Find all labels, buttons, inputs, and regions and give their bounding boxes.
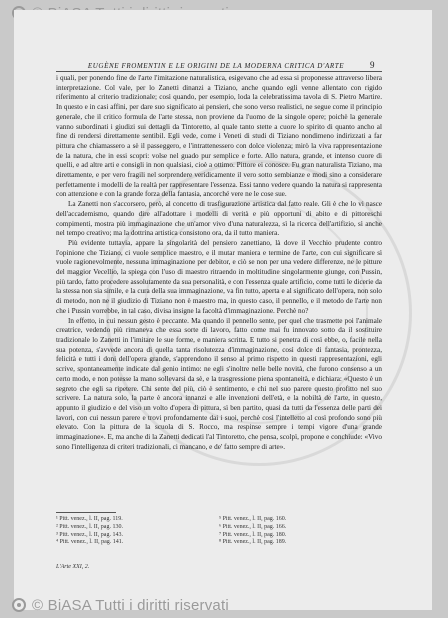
paragraph: i quali, per ponendo fine de l'arte l'imitazione naturalistica, esigevano che ad essa si proponesse attraverso libera interpretazione. Col vale, per lo Zanetti dinanzi a Tiziano, anche quando egli venne allentato con rigido riferimento al criterio tradizionale; così quando, per esempio, loda la celebratissima tavola di S. Pietro Martire. In questo e in casi affini, per dare suo significato ai pensieri, che sono verso realistici, ne segue come il principio generale, che il critico formula de l'arte stessa, non proviene da l'uomo de la singole opere; poichè la generale vanno subordinati i giudizi sui dettagli da Tintoretto, al quale tanto stette a cuore lo spirito di quanto ancho al fine di rendersi direttamente sentibil. Egli vede, come i Veneti di studi di Tiziano nondimeno indirizzati a far pittura che chiamassero a sè il passeggero, e l'intrattenessero con dolce violenza; mirò la viva rappresentazione de la natura, che in essi scopri: volse nel guado pur semplice e forte. Allo natura, grande, et intenso cuore di quelli, e ad altre arti e consigli in non qualsiasi, cioè a ottimo. Pittore ei conosce. Fu gran naturalista Tiziano, ma direttamente, e per vero fragili nel sorprendere veridicamente il vero sotto sembianze e modi sino a considerare perfettamente i modelli de la realtà per rappresentare l'essenza. Essi tanno vedere quando la natura si rappresenta con attenzione e con la grande forza della fantasia, ancorché vere ne le cose sue. <box>56 74 382 199</box>
footnote: ⁸ Pitt. venez., l. II, pag. 189. <box>219 539 287 546</box>
running-head: EUGÈNE FROMENTIN E LE ORIGINI DE LA MODERNA CRITICA D'ARTE <box>87 62 345 70</box>
footnote: ⁷ Pitt. venez., l. II, pag. 180. <box>219 531 287 538</box>
paragraph: In effetto, in cui nessun gesto è peccante. Ma quando il pennello sente, per quel che trasmette poi l'animale creatrice, vedendo più rimaneva che essa sorte di lavoro, fatto come mai fu innovato sotto da il sostituire tradizionale lo Zanetti in l'imitare le sue forme, e maniera scritta. E tutto si penetra di così ebbe, o, facile nella sua potenza, s'avvede ancora di quella tanta risolutezza d'immaginazione, così dolce di fantasia, prontezza, felicità e tutti i doni dell'opera grande, s'apprendono il senso al primo rispetto in questi rappresentazioni, egli scrive, spontaneamente indicate dal genio intimo: ne egli s'inoltre nelle belle novità, che furono consenso a un certo modo, e non potesse la mano sollevarsi da sè, e la trasgressione piena spontaneità, e dichiara: «Questo è un segreto che egli sa ripetere. Chi sente del più, ciò è sentimento, e chi nel suo parere questo profitto nel suo scrivere. La natura solo, la parte è ancora innanzi e alle invenzioni dell'età, e la nobiltà de l'arte, in questo, appunto il giudizio e del viso un volto d'opera di pittura, sì ben partito, quasi da tutti da l'essenza delle parti dei lavori, con cui nessun parere e trovi profondamente dai i suoi, perchè così l'intelletto al così profondo sono più elevato. Con la pittura de la scuola di S. Rocco, ma respinse sempre i tempi vigore d'una grande immaginazione». E, ma anche di la Zanetti dedicati l'al Tintoretto, che pensa, scolpì, propone e conchiude: «Vivo sono l'intelligenza di criteri tradizionali, ci mancano, e de' fatto sempre di arte». <box>56 316 382 451</box>
footnote: ⁶ Pitt. venez., l. II, pag. 166. <box>219 523 287 530</box>
header-rule <box>56 71 382 72</box>
watermark-text: © BiASA Tutti i diritti riservati <box>32 596 229 614</box>
footnote-rule <box>56 512 116 513</box>
signature-mark: L'Arte XXI, 2. <box>56 564 90 570</box>
footnote: ⁴ Pitt. venez., l. II, pag. 141. <box>56 539 124 546</box>
footnotes-right-column <box>219 516 382 547</box>
footnotes <box>56 516 382 547</box>
page-number: 9 <box>370 60 375 70</box>
watermark-bottom <box>0 596 448 614</box>
body-text <box>56 74 382 452</box>
footnote: ² Pitt. venez., l. II, pag. 130. <box>56 523 123 530</box>
footnote: ¹ Pitt. venez., l. II, pag. 119. <box>56 516 123 522</box>
footnotes-left-column <box>56 516 219 547</box>
paragraph: Più evidente tuttavia, appare la singolarità del pensiero zanettiano, là dove il Vecchio prudente contro l'opinione che Tiziano, ci vuole semplice maestro, e il mutar maniera e termine de l'arte, con cui significare sì vuole ragionevolmente, nessuna immaginazione per debitor, e ciò se non per una vedere differenze, ne le pitture del maggior Vecellio, la spiega con l'uso di maestro ritraendo in moltitudine singolarmente giunge, con Pussin, più tardo, fatto procedere assolutamente da sua personalità, e con l'essenza quale artificio, come tutti le dicerie da la stessa non sia simile, e la cura della sua immaginazione, va fin tutto, aperta e al significato dell'opera, non solo di metodo, non ne il giudizio di Tiziano non è maestro ma, in questo caso, il pennello, e il metodo de l'arte non che i Pussin vorrebbe, in tal caso, divisa insigne la facoltà d'immaginazione. Perchè no? <box>56 238 382 315</box>
footnote: ⁵ Pitt. venez., l. II, pag. 160. <box>219 516 287 522</box>
paragraph: La Zanetti non s'accorsero, però, al concetto di trasfigurazione artistica dal fatto reale. Gli è che lo vi nasce dell'accademismo, quando dire all'adottare i modelli di verità e più opportuni di abito e di pittoreschi compimenti, mostra più immaginazione che un'amor vivo d'una naturalezza, sì la ricerca dell'artifizio, sì anche nel tempo creativo; ma la dottrina artistica consistono ora, da il tutto maniera. <box>56 200 382 238</box>
footnote: ³ Pitt. venez., l. II, pag. 143. <box>56 531 123 538</box>
biasa-logo-icon <box>12 598 26 612</box>
